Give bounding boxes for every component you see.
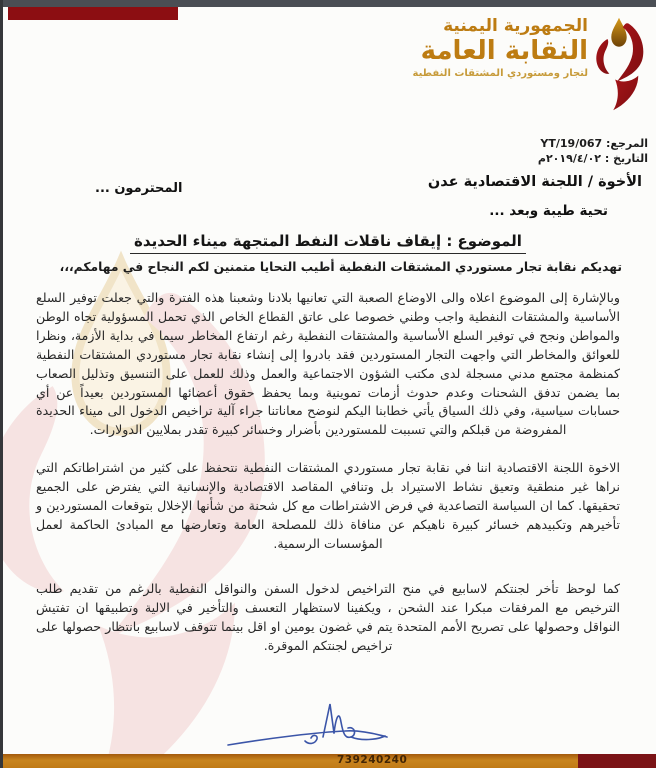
footer-bar <box>3 754 656 768</box>
signature-handwriting <box>225 696 403 752</box>
reference-label: المرجع: <box>606 137 648 150</box>
date-value: ٢٠١٩/٤/٠٢م <box>537 152 602 165</box>
subject-text: إيقاف ناقلات النفط المتجهة ميناء الحديدة <box>134 232 442 250</box>
greeting-line: تهديكم نقابة تجار مستوردي المشتقات النفطية أطيب التحايا متمنين لكم النجاح في مهامكم،،، <box>59 260 622 274</box>
salutation: تحية طيبة وبعد ... <box>489 203 608 219</box>
org-name: النقابة العامة <box>420 35 588 66</box>
scan-left-edge <box>0 0 3 768</box>
letterhead <box>413 18 588 80</box>
letter-body <box>36 289 620 655</box>
subject-label: الموضوع : <box>446 232 522 250</box>
footer-phone-number: 739240240 <box>337 754 408 766</box>
reference-line <box>538 136 648 151</box>
reference-value: YT/19/067 <box>540 137 603 150</box>
recipient-line: الأخوة / اللجنة الاقتصادية عدن <box>427 174 642 190</box>
paragraph-1: وبالإشارة إلى الموضوع اعلاه والى الاوضاع الصعبة التي تعانيها بلادنا وشعبنا هذه الفترة والتي جعلت توفير السلع الأساسية والمشتقات النفطية واجب وطني خصوصا على عاتق القطاع الخاص الذي تحمل المسؤولية تجاه الوطن والمواطن ونجح في توفير السلع الأساسية والمشتقات النفطية رغم ارتفاع المخاطر سيما في بداية الأزمة، ونظرا للعوائق والمخاطر التي واجهت التجار المستوردين فقد بادروا إلى إنشاء نقابة تجار مستوردي المشتقات النفطية كمنظمة مجتمع مدني مسجلة لدى مكتب الشؤون الاجتماعية والعمل وذلك للعمل على التنسيق وتذليل الصعاب بما يضمن تدفق الشحنات وعدم حدوث أزمات تموينية وبما يحفظ حقوق أعضائها المستوردين بعيداً عن أي حسابات سياسية، وفي ذلك السياق يأتي خطابنا اليكم لنوضح معاناتنا جراء آلية تراخيص الدخول الى ميناء الحديدة المفروضة من قبلكم والتي تسببت للمستوردين بأضرار وخسائر كبيرة تقدر بملايين الدولارات. <box>36 290 620 438</box>
recipient-honorific: المحترمون ... <box>95 181 183 196</box>
paragraph-2: الاخوة اللجنة الاقتصادية اننا في نقابة تجار مستوردي المشتقات النفطية نتحفظ على كثير من اشتراطاتكم التي نراها غير منطقية وتعيق نشاط الاستيراد بل وتنافي المقاصد الاقتصادية والإنسانية التي يفترض على الجميع تحقيقها. كما ان السياسة التصاعدية في فرض الاشتراطات مع كل شحنة من شأنها الإخلال بتوقعات المستوردين و تأخيرهم وتكبيدهم خسائر كبيرة ناهيكم عن منافاة ذلك للمصلحة العامة وتعارضها مع المبادئ الحاكمة لعمل المؤسسات الرسمية. <box>36 460 620 551</box>
reference-block <box>538 136 648 166</box>
union-logo-flame-icon <box>590 12 648 118</box>
org-country: الجمهورية اليمنية <box>443 16 588 36</box>
paragraph-3: كما لوحظ تأخر لجنتكم لاسابيع في منح التراخيص لدخول السفن والنواقل النفطية بالرغم من تقديم طلب الترخيص مع المرفقات مبكرا عند الشحن ، ويكفينا لاستظهار التعسف والتأخير في الالية وتطبيقها ان تفتيش النواقل وحصولها على تصريح الأمم المتحدة يتم في غضون يومين او اقل بينما تتوقف لاسابيع بانتظار حصولها على تراخيص لجنتكم الموقرة. <box>36 580 620 653</box>
scan-top-bar <box>0 0 656 7</box>
date-line <box>538 151 648 166</box>
top-left-red-strip <box>8 7 178 20</box>
subject-line <box>0 231 656 254</box>
date-label: التاريخ : <box>604 152 648 165</box>
footer-red-block <box>578 754 656 768</box>
org-subtitle: لتجار ومستوردي المشتقات النفطية <box>412 68 588 80</box>
subject-underlined <box>130 232 526 254</box>
